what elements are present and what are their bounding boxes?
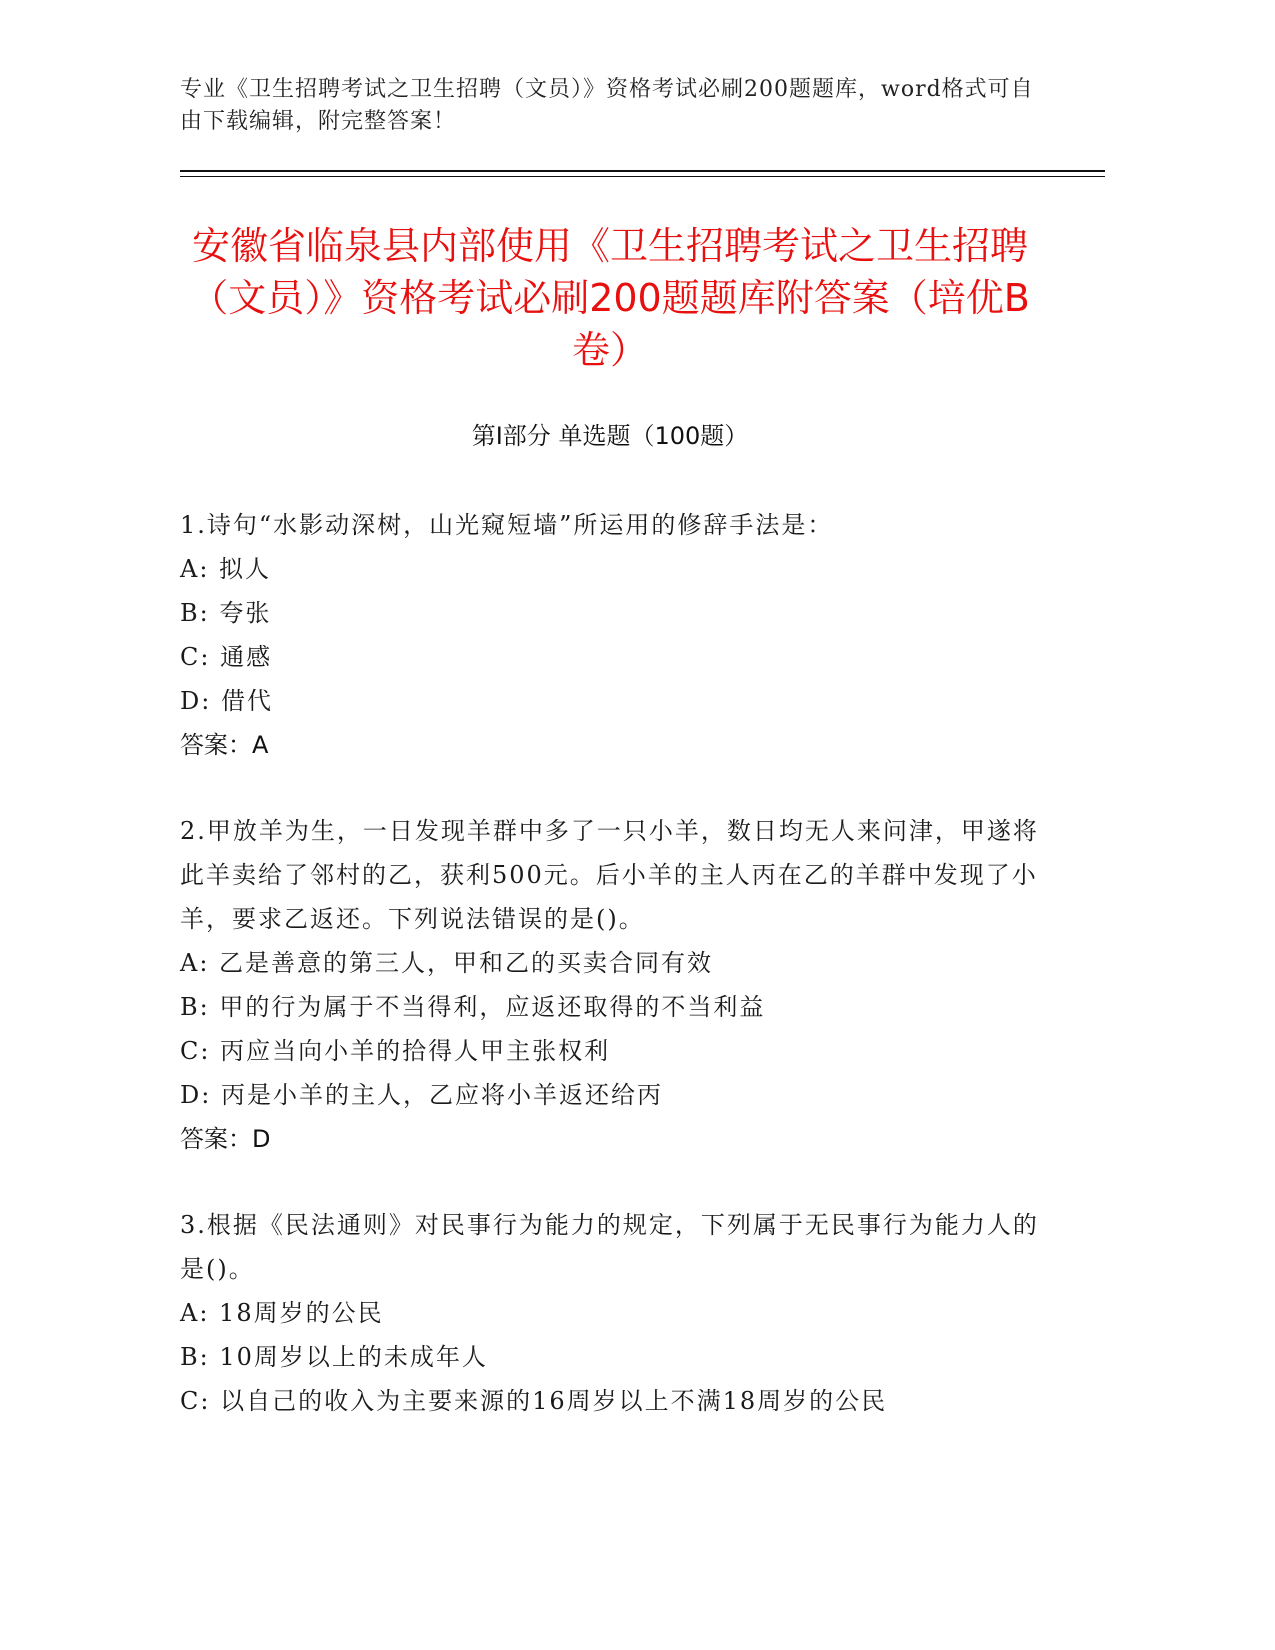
option-d: D: 借代 bbox=[180, 687, 273, 715]
question-stem: 2.甲放羊为生，一日发现羊群中多了一只小羊，数日均无人来问津，甲遂将此羊卖给了邻村的乙，获利500元。后小羊的主人丙在乙的羊群中发现了小羊，要求乙返还。下列说法错误的是()。 bbox=[180, 817, 1039, 933]
document-title: 安徽省临泉县内部使用《卫生招聘考试之卫生招聘（文员）》资格考试必刷200题题库附答案（培优B卷） bbox=[190, 224, 1030, 372]
option-a: A: 18周岁的公民 bbox=[180, 1299, 384, 1327]
question-stem: 1.诗句“水影动深树，山光窥短墙”所运用的修辞手法是： bbox=[180, 511, 834, 539]
answer: 答案：A bbox=[180, 731, 269, 759]
option-b: B: 10周岁以上的未成年人 bbox=[180, 1343, 488, 1371]
option-c: C: 以自己的收入为主要来源的16周岁以上不满18周岁的公民 bbox=[180, 1387, 888, 1415]
option-a: A: 乙是善意的第三人，甲和乙的买卖合同有效 bbox=[180, 949, 714, 977]
option-d: D: 丙是小羊的主人，乙应将小羊返还给丙 bbox=[180, 1081, 663, 1109]
option-b: B: 夸张 bbox=[180, 599, 272, 627]
option-c: C: 通感 bbox=[180, 643, 273, 671]
option-a: A: 拟人 bbox=[180, 555, 272, 583]
option-b: B: 甲的行为属于不当得利，应返还取得的不当利益 bbox=[180, 993, 766, 1021]
header-rule-thick bbox=[180, 170, 1105, 172]
question-list bbox=[180, 503, 1040, 1465]
option-c: C: 丙应当向小羊的拾得人甲主张权利 bbox=[180, 1037, 611, 1065]
question-stem: 3.根据《民法通则》对民事行为能力的规定，下列属于无民事行为能力人的是()。 bbox=[180, 1211, 1039, 1283]
question-1 bbox=[180, 503, 1040, 767]
header-rule-thin bbox=[180, 176, 1105, 177]
question-3 bbox=[180, 1203, 1040, 1423]
answer: 答案：D bbox=[180, 1125, 271, 1153]
section-title: 第I部分 单选题（100题） bbox=[471, 422, 749, 450]
question-2 bbox=[180, 809, 1040, 1161]
header-note: 专业《卫生招聘考试之卫生招聘（文员）》资格考试必刷200题题库，word格式可自由下载编辑，附完整答案！ bbox=[180, 77, 1034, 134]
